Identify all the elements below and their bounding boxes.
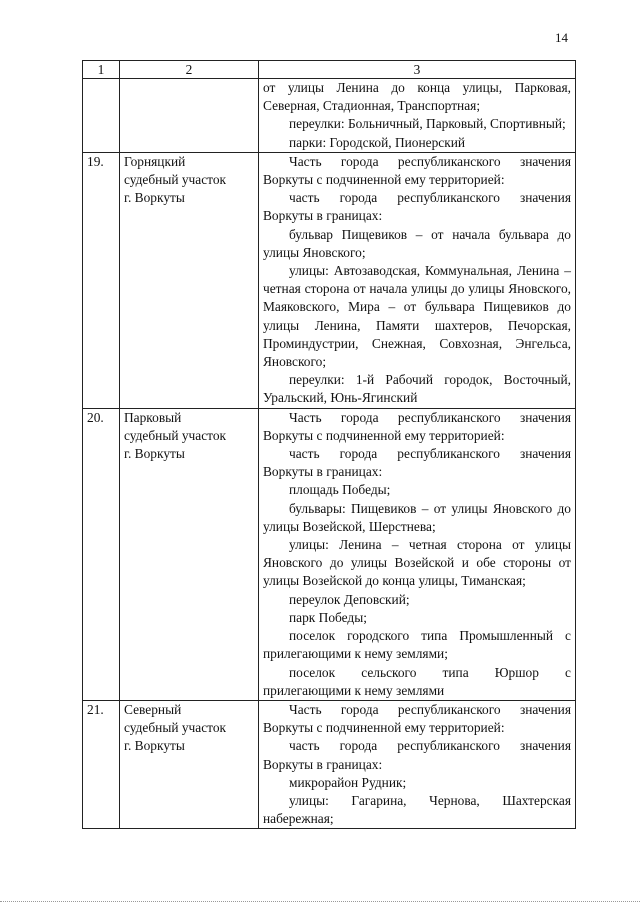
court-name-cell	[120, 79, 259, 153]
column-header-area: 3	[259, 61, 576, 79]
court-name-cell	[120, 408, 259, 700]
territory-paragraph: поселок сельского типа Юршор с прилегающими к нему землями	[263, 664, 571, 698]
territory-paragraph: переулки: 1-й Рабочий городок, Восточный, Уральский, Юнь-Ягинский	[263, 372, 571, 406]
court-name-line: г. Воркуты	[124, 446, 185, 462]
column-header-court: 2	[120, 61, 259, 79]
court-name-line: судебный участок	[124, 172, 227, 188]
territory-paragraph: площадь Победы;	[289, 482, 391, 498]
territory-description-cell	[259, 152, 576, 408]
territory-paragraph: микрорайон Рудник;	[289, 774, 407, 790]
court-name-line: судебный участок	[124, 720, 227, 736]
table-row	[83, 700, 576, 828]
territory-description-cell	[259, 408, 576, 700]
territory-description-cell	[259, 700, 576, 828]
territory-paragraph: часть города республиканского значения Воркуты в границах:	[263, 446, 571, 480]
page-bottom-rule	[0, 901, 640, 902]
territory-description-cell	[259, 79, 576, 153]
territory-paragraph: улицы: Автозаводская, Коммунальная, Ленина – четная сторона от начала улицы до улицы Яновского, Маяковского, Мира – от бульвара Пищевиков до улицы Ленина, Памяти шахтеров, Печорская, Проминдустрии, Снежная, Совхозная, Энгельса, Яновского;	[263, 263, 571, 370]
court-name-line: судебный участок	[124, 427, 227, 443]
page-number: 14	[555, 30, 568, 45]
court-name-line: г. Воркуты	[124, 738, 185, 754]
territory-paragraph: переулок Деповский;	[289, 591, 410, 607]
territory-paragraph: парки: Городской, Пионерский	[289, 134, 466, 150]
court-name-cell	[120, 152, 259, 408]
territory-paragraph: парк Победы;	[289, 609, 367, 625]
court-name-line: Парковый	[124, 409, 182, 425]
territory-paragraph: часть города республиканского значения Воркуты в границах:	[263, 738, 571, 772]
territory-paragraph: улицы: Ленина – четная сторона от улицы Яновского до улицы Возейской и обе стороны от улицы Возейской до конца улицы, Тиманская;	[263, 537, 571, 589]
territory-paragraph: часть города республиканского значения Воркуты в границах:	[263, 190, 571, 224]
table-header-row	[83, 61, 576, 79]
table-row	[83, 408, 576, 700]
row-number-cell: 20.	[83, 408, 120, 700]
row-number-cell: 21.	[83, 700, 120, 828]
territory-paragraph: от улицы Ленина до конца улицы, Парковая, Северная, Стадионная, Транспортная;	[263, 80, 571, 114]
table-row	[83, 79, 576, 153]
territory-paragraph: бульвары: Пищевиков – от улицы Яновского до улицы Возейской, Шерстнева;	[263, 500, 571, 534]
territory-paragraph: Часть города республиканского значения Воркуты с подчиненной ему территорией:	[263, 153, 571, 188]
table-row	[83, 152, 576, 408]
court-name-line: г. Воркуты	[124, 190, 185, 206]
column-header-number: 1	[83, 61, 120, 79]
territory-paragraph: переулки: Больничный, Парковый, Спортивный;	[289, 116, 566, 132]
row-number-cell	[83, 79, 120, 153]
court-name-cell	[120, 700, 259, 828]
court-name-line: Горняцкий	[124, 153, 186, 169]
table-body	[83, 79, 576, 829]
territory-paragraph: Часть города республиканского значения Воркуты с подчиненной ему территорией:	[263, 409, 571, 443]
territory-paragraph: бульвар Пищевиков – от начала бульвара до улицы Яновского;	[263, 226, 571, 260]
territory-paragraph: поселок городского типа Промышленный с прилегающими к нему землями;	[263, 628, 571, 662]
territory-paragraph: Часть города республиканского значения Воркуты с подчиненной ему территорией:	[263, 701, 571, 736]
court-name-line: Северный	[124, 701, 182, 717]
territory-paragraph: улицы: Гагарина, Чернова, Шахтерская набережная;	[263, 792, 571, 827]
court-districts-table	[82, 60, 576, 829]
row-number-cell: 19.	[83, 152, 120, 408]
